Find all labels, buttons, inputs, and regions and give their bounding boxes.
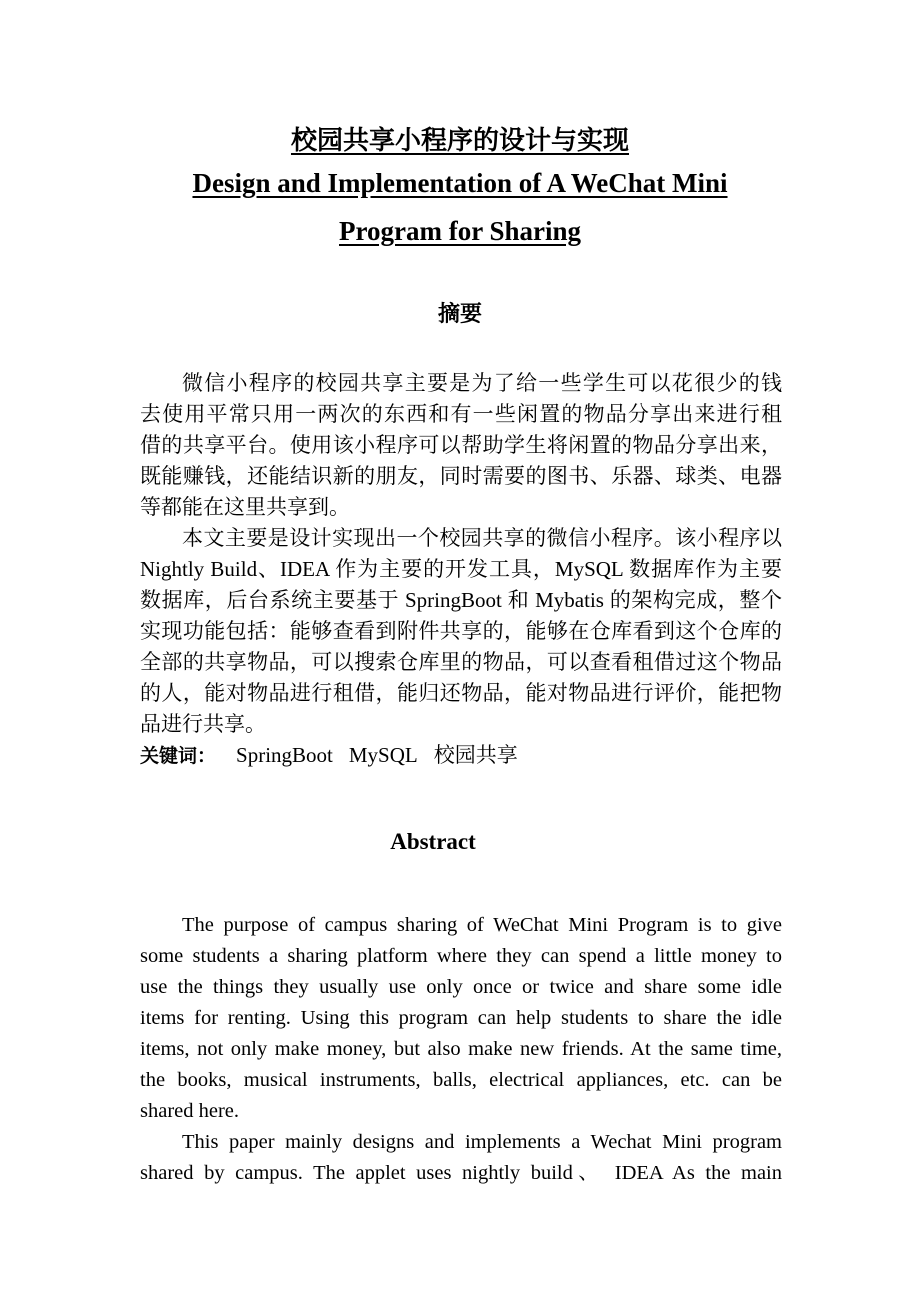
en-line: The purpose of campus sharing of WeChat Mini Program is to give [182,914,782,936]
cn-line: 本文主要是设计实现出一个校园共享的微信小程序。该小程序以 [182,526,782,550]
cn-line: Nightly Build、IDEA 作为主要的开发工具，MySQL 数据库作为主要 [140,557,782,581]
abstract-cn-heading: 摘要 [437,302,482,327]
en-line: items, not only make money, but also make new friends. At the same time, [140,1038,782,1060]
title-en-line-2: Program for Sharing [339,216,581,246]
cn-line: 等都能在这里共享到。 [140,495,350,519]
keywords-line [140,742,782,769]
en-line: use the things they usually use only once or twice and share some idle [140,976,782,998]
en-line: the books, musical instruments, balls, electrical appliances, etc. can be [140,1069,782,1091]
cn-line: 去使用平常只用一两次的东西和有一些闲置的物品分享出来进行租 [140,402,782,426]
keyword: 校园共享 [433,743,518,767]
keyword: SpringBoot [236,743,333,767]
cn-line: 借的共享平台。使用该小程序可以帮助学生将闲置的物品分享出来， [140,433,782,457]
title-cn: 校园共享小程序的设计与实现 [290,126,629,156]
en-line: items for renting. Using this program can help students to share the idle [140,1007,782,1029]
abstract-en-heading: Abstract [390,829,476,854]
en-line: some students a sharing platform where they can spend a little money to [140,945,782,967]
cn-line: 全部的共享物品，可以搜索仓库里的物品，可以查看租借过这个物品 [140,650,782,674]
cn-line: 微信小程序的校园共享主要是为了给一些学生可以花很少的钱 [182,371,782,395]
title-en-line-1: Design and Implementation of A WeChat Mini [192,168,728,198]
cn-line: 数据库，后台系统主要基于 SpringBoot 和 Mybatis 的架构完成，整个 [140,588,782,612]
keyword: MySQL [348,743,418,767]
en-line: shared here. [140,1100,240,1122]
cn-line: 的人，能对物品进行租借，能归还物品，能对物品进行评价，能把物 [140,681,782,705]
en-line: shared by campus. The applet uses nightly build、 IDEA As the main [140,1162,782,1184]
cn-line: 品进行共享。 [140,712,266,736]
cn-line: 实现功能包括：能够查看到附件共享的，能够在仓库看到这个仓库的 [140,619,782,643]
cn-line: 既能赚钱，还能结识新的朋友，同时需要的图书、乐器、球类、电器 [140,464,782,488]
keywords-label: 关键词： [140,745,217,767]
en-line: This paper mainly designs and implements a Wechat Mini program [182,1131,782,1153]
